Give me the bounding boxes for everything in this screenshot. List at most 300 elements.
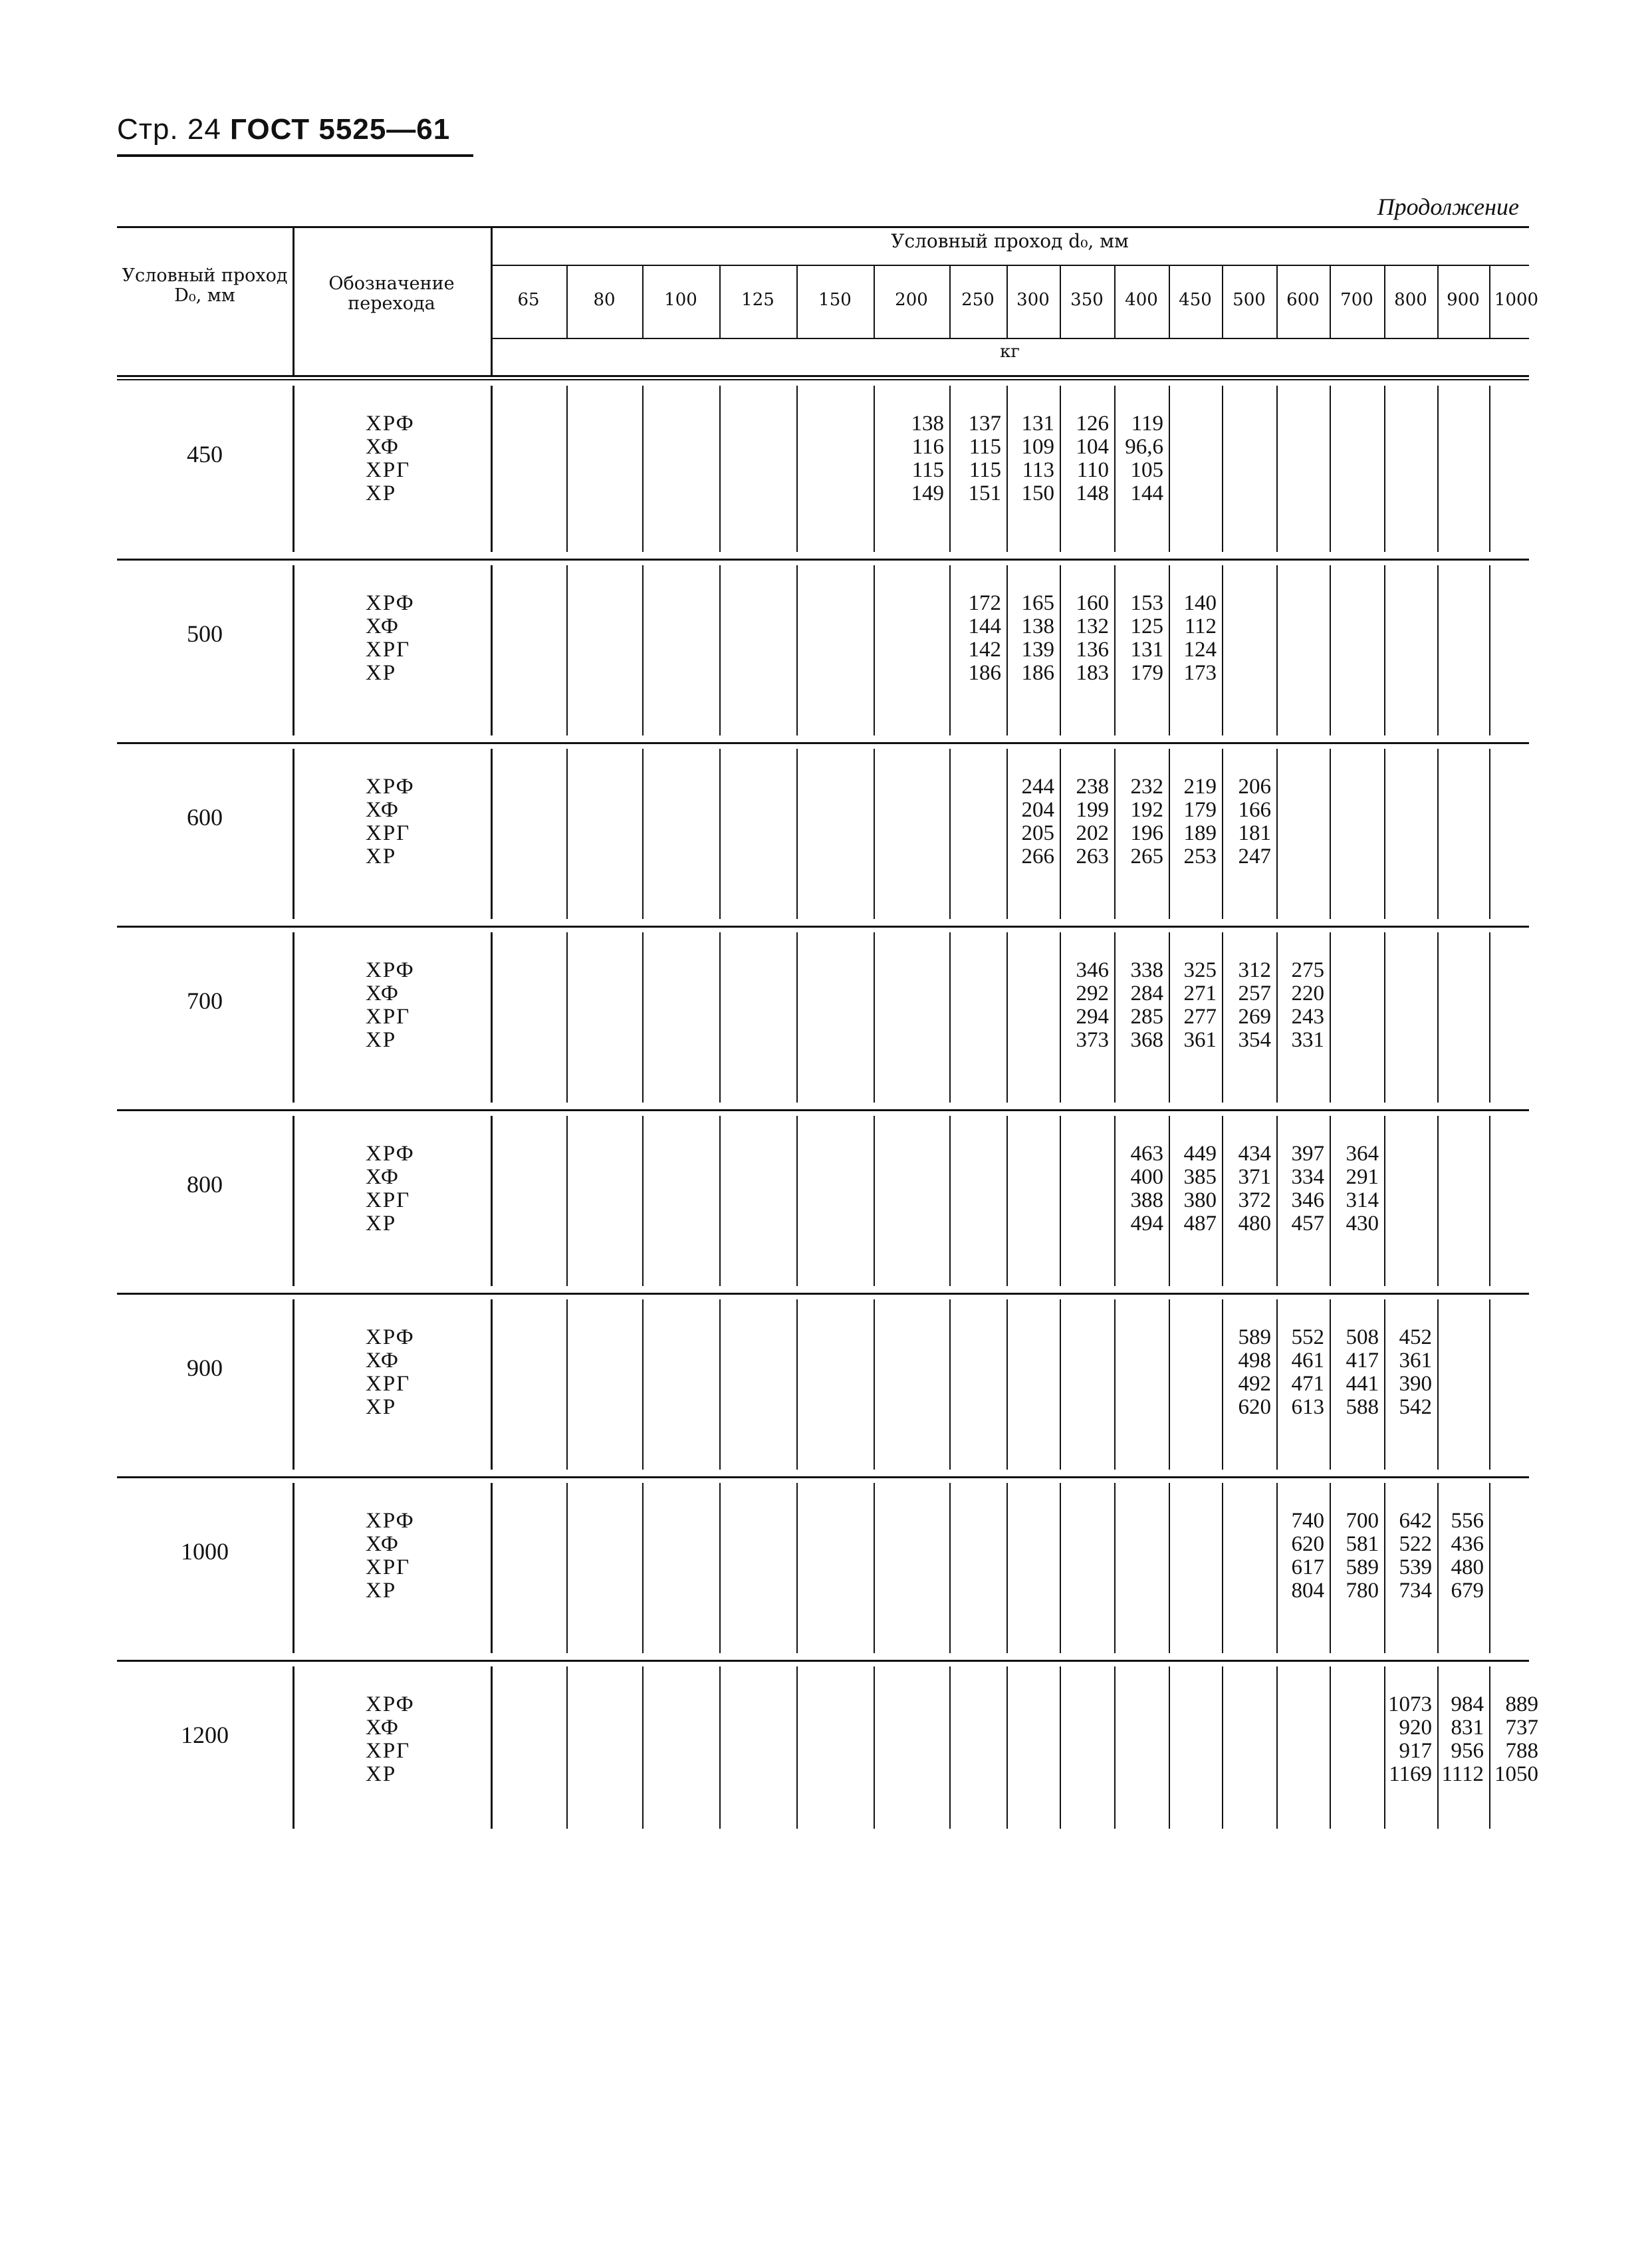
column-divider bbox=[796, 565, 798, 735]
weight-value: 105 bbox=[1130, 458, 1163, 482]
weight-value: 542 bbox=[1399, 1395, 1432, 1419]
column-divider bbox=[1330, 932, 1331, 1103]
column-divider bbox=[949, 932, 951, 1103]
column-divider bbox=[1006, 932, 1008, 1103]
weight-value: 284 bbox=[1130, 982, 1163, 1005]
weight-cell bbox=[1114, 775, 1163, 868]
column-divider bbox=[1330, 749, 1331, 919]
weight-value: 186 bbox=[968, 661, 1001, 685]
transition-code: ХРГ bbox=[366, 1739, 411, 1763]
transition-codes bbox=[366, 959, 415, 1052]
weight-value: 277 bbox=[1183, 1005, 1217, 1029]
data-column-rule bbox=[491, 386, 493, 552]
column-divider bbox=[796, 932, 798, 1103]
weight-value: 253 bbox=[1183, 845, 1217, 868]
weight-value: 1073 bbox=[1388, 1692, 1432, 1716]
column-header-100: 100 bbox=[664, 290, 697, 310]
transition-code: ХРФ bbox=[366, 412, 415, 436]
weight-cell bbox=[1006, 592, 1054, 685]
column-divider bbox=[1489, 749, 1490, 919]
column-divider bbox=[1384, 1116, 1385, 1286]
weight-cell bbox=[1276, 959, 1324, 1052]
weight-value: 397 bbox=[1291, 1142, 1324, 1166]
column-divider bbox=[1060, 1483, 1061, 1653]
weight-value: 449 bbox=[1183, 1142, 1217, 1166]
weight-cell bbox=[1114, 412, 1163, 505]
weight-value: 179 bbox=[1130, 661, 1163, 685]
column-divider bbox=[642, 1299, 644, 1470]
weight-value: 142 bbox=[968, 638, 1001, 662]
column-header-500: 500 bbox=[1233, 290, 1266, 310]
weight-value: 125 bbox=[1130, 614, 1163, 638]
column-divider bbox=[796, 1666, 798, 1829]
transition-code: ХР bbox=[366, 481, 397, 505]
weight-value: 140 bbox=[1183, 591, 1217, 615]
column-divider bbox=[949, 1116, 951, 1286]
column-divider bbox=[566, 1299, 568, 1470]
weight-value: 132 bbox=[1076, 614, 1109, 638]
code-column-rule bbox=[293, 386, 295, 552]
transition-codes bbox=[366, 1142, 415, 1236]
weight-value: 238 bbox=[1076, 775, 1109, 799]
column-divider bbox=[1437, 749, 1439, 919]
unit-label: кг bbox=[1000, 342, 1020, 362]
weight-value: 139 bbox=[1021, 638, 1054, 662]
weight-value: 294 bbox=[1076, 1005, 1109, 1029]
column-divider bbox=[1169, 1483, 1170, 1653]
code-column-rule bbox=[293, 1116, 295, 1286]
weight-cell bbox=[1330, 1142, 1379, 1236]
column-divider bbox=[719, 932, 721, 1103]
weight-value: 417 bbox=[1346, 1349, 1379, 1373]
weight-value: 457 bbox=[1291, 1212, 1324, 1236]
column-divider bbox=[566, 1116, 568, 1286]
weight-value: 434 bbox=[1238, 1142, 1271, 1166]
weight-value: 150 bbox=[1021, 481, 1054, 505]
weight-value: 436 bbox=[1451, 1532, 1484, 1556]
weight-value: 552 bbox=[1291, 1325, 1324, 1349]
column-divider bbox=[1330, 1666, 1331, 1829]
weight-value: 589 bbox=[1238, 1325, 1271, 1349]
column-divider bbox=[642, 386, 644, 552]
weight-value: 116 bbox=[911, 435, 944, 459]
column-divider bbox=[1330, 565, 1331, 735]
column-divider bbox=[796, 1116, 798, 1286]
weight-value: 144 bbox=[1130, 481, 1163, 505]
weight-value: 138 bbox=[1021, 614, 1054, 638]
weight-cell bbox=[949, 412, 1001, 505]
weight-value: 131 bbox=[1021, 412, 1054, 436]
weight-cell bbox=[1384, 1326, 1432, 1419]
weight-value: 589 bbox=[1346, 1555, 1379, 1579]
weight-value: 1112 bbox=[1441, 1762, 1484, 1786]
weight-cell bbox=[1489, 1693, 1538, 1786]
column-divider bbox=[566, 565, 568, 735]
transition-codes bbox=[366, 775, 415, 868]
weight-value: 312 bbox=[1238, 958, 1271, 982]
column-divider bbox=[642, 565, 644, 735]
column-divider bbox=[719, 749, 721, 919]
weight-cell bbox=[1330, 1326, 1379, 1419]
weight-value: 372 bbox=[1238, 1188, 1271, 1212]
column-divider bbox=[1489, 1299, 1490, 1470]
weight-value: 196 bbox=[1130, 821, 1163, 845]
weight-value: 104 bbox=[1076, 435, 1109, 459]
weight-value: 263 bbox=[1076, 845, 1109, 868]
column-header-65: 65 bbox=[517, 290, 540, 310]
column-divider bbox=[796, 749, 798, 919]
page-number: Стр. 24 bbox=[117, 113, 221, 146]
transition-codes bbox=[366, 412, 415, 505]
row-label-1000: 1000 bbox=[181, 1538, 229, 1565]
weight-value: 271 bbox=[1183, 982, 1217, 1005]
weight-cell bbox=[1222, 959, 1271, 1052]
header-bottom-rule bbox=[117, 375, 1529, 377]
column-divider bbox=[1006, 1299, 1008, 1470]
weight-value: 380 bbox=[1183, 1188, 1217, 1212]
column-header-400: 400 bbox=[1125, 290, 1158, 310]
column-divider bbox=[1222, 1483, 1223, 1653]
weight-value: 388 bbox=[1130, 1188, 1163, 1212]
column-divider bbox=[719, 565, 721, 735]
weight-value: 480 bbox=[1451, 1555, 1484, 1579]
column-divider bbox=[874, 1483, 875, 1653]
weight-value: 1050 bbox=[1494, 1762, 1538, 1786]
weight-value: 202 bbox=[1076, 821, 1109, 845]
weight-cell bbox=[1276, 1326, 1324, 1419]
transition-code: ХФ bbox=[366, 1716, 400, 1740]
column-divider bbox=[1276, 565, 1278, 735]
column-header-300: 300 bbox=[1016, 290, 1050, 310]
column-divider bbox=[719, 386, 721, 552]
weight-cell bbox=[1114, 959, 1163, 1052]
weight-value: 917 bbox=[1399, 1739, 1432, 1763]
weight-value: 110 bbox=[1076, 458, 1109, 482]
weight-value: 737 bbox=[1505, 1716, 1538, 1740]
weight-cell bbox=[1006, 775, 1054, 868]
column-divider bbox=[1060, 1666, 1061, 1829]
weight-value: 452 bbox=[1399, 1325, 1432, 1349]
weight-cell bbox=[1437, 1510, 1484, 1603]
column-divider bbox=[1489, 386, 1490, 552]
column-divider bbox=[949, 1666, 951, 1829]
weight-value: 136 bbox=[1076, 638, 1109, 662]
data-column-rule bbox=[491, 932, 493, 1103]
weight-value: 463 bbox=[1130, 1142, 1163, 1166]
transition-code: ХР bbox=[366, 1579, 397, 1603]
weight-value: 385 bbox=[1183, 1165, 1217, 1189]
weight-value: 780 bbox=[1346, 1579, 1379, 1603]
row-label-450: 450 bbox=[187, 441, 223, 467]
column-divider bbox=[1384, 749, 1385, 919]
weight-cell bbox=[1222, 1142, 1271, 1236]
column-divider bbox=[719, 1299, 721, 1470]
code-column-rule bbox=[293, 1299, 295, 1470]
weight-value: 498 bbox=[1238, 1349, 1271, 1373]
column-divider bbox=[1222, 565, 1223, 735]
transition-code: ХРГ bbox=[366, 821, 411, 845]
weight-cell bbox=[1437, 1693, 1484, 1786]
column-divider bbox=[1437, 386, 1439, 552]
column-header-80: 80 bbox=[593, 290, 616, 310]
weight-value: 361 bbox=[1399, 1349, 1432, 1373]
weight-value: 179 bbox=[1183, 798, 1217, 822]
code-column-rule bbox=[293, 932, 295, 1103]
transition-code: ХРГ bbox=[366, 1372, 411, 1396]
transition-code: ХФ bbox=[366, 982, 400, 1005]
weight-value: 984 bbox=[1451, 1692, 1484, 1716]
weight-cell bbox=[874, 412, 944, 505]
column-header-250: 250 bbox=[961, 290, 995, 310]
weight-value: 119 bbox=[1131, 412, 1163, 436]
weight-cell bbox=[1060, 959, 1109, 1052]
weight-value: 291 bbox=[1346, 1165, 1379, 1189]
weight-cell bbox=[1060, 412, 1109, 505]
weight-value: 96,6 bbox=[1125, 435, 1163, 459]
row-label-800: 800 bbox=[187, 1171, 223, 1198]
weight-cell bbox=[1060, 592, 1109, 685]
transition-code: ХРФ bbox=[366, 775, 415, 799]
weight-value: 1169 bbox=[1389, 1762, 1432, 1786]
standard-number: ГОСТ 5525—61 bbox=[230, 113, 451, 146]
column-divider bbox=[1006, 1666, 1008, 1829]
column-header-450: 450 bbox=[1179, 290, 1212, 310]
column-divider bbox=[874, 1299, 875, 1470]
column-divider bbox=[796, 386, 798, 552]
transition-code: ХРГ bbox=[366, 1555, 411, 1579]
column-divider bbox=[566, 1666, 568, 1829]
column-divider bbox=[874, 565, 875, 735]
weight-cell bbox=[1384, 1510, 1432, 1603]
data-column-rule bbox=[491, 1116, 493, 1286]
weight-value: 788 bbox=[1505, 1739, 1538, 1763]
column-divider bbox=[719, 1483, 721, 1653]
weight-value: 151 bbox=[968, 481, 1001, 505]
column-divider bbox=[566, 386, 568, 552]
column-divider bbox=[566, 1483, 568, 1653]
row-separator bbox=[117, 926, 1529, 928]
weight-value: 314 bbox=[1346, 1188, 1379, 1212]
weight-value: 138 bbox=[911, 412, 944, 436]
weight-value: 160 bbox=[1076, 591, 1109, 615]
column-divider bbox=[796, 1299, 798, 1470]
weight-value: 265 bbox=[1130, 845, 1163, 868]
column-divider bbox=[1114, 1483, 1116, 1653]
row-separator bbox=[117, 1476, 1529, 1478]
weight-cell bbox=[1330, 1510, 1379, 1603]
column-divider bbox=[949, 749, 951, 919]
transition-code: ХРФ bbox=[366, 1692, 415, 1716]
column-divider bbox=[1384, 932, 1385, 1103]
weight-value: 219 bbox=[1183, 775, 1217, 799]
row-label-600: 600 bbox=[187, 804, 223, 831]
row-label-1200: 1200 bbox=[181, 1722, 229, 1748]
column-divider bbox=[1222, 1666, 1223, 1829]
transition-code: ХФ bbox=[366, 1349, 400, 1373]
column-divider bbox=[1006, 1483, 1008, 1653]
column-divider bbox=[874, 932, 875, 1103]
weight-value: 620 bbox=[1238, 1395, 1271, 1419]
weight-value: 400 bbox=[1130, 1165, 1163, 1189]
weight-value: 269 bbox=[1238, 1005, 1271, 1029]
transition-code: ХР bbox=[366, 661, 397, 685]
column-divider bbox=[874, 749, 875, 919]
transition-code: ХР bbox=[366, 1395, 397, 1419]
weight-value: 368 bbox=[1130, 1028, 1163, 1052]
weight-value: 740 bbox=[1291, 1509, 1324, 1533]
column-divider bbox=[1489, 932, 1490, 1103]
column-divider bbox=[1060, 1116, 1061, 1286]
weight-value: 172 bbox=[968, 591, 1001, 615]
weight-cell bbox=[1169, 1142, 1217, 1236]
column-header-1000: 1000 bbox=[1494, 290, 1539, 310]
weight-cell bbox=[1169, 592, 1217, 685]
weight-cell bbox=[1006, 412, 1054, 505]
weight-value: 189 bbox=[1183, 821, 1217, 845]
column-divider bbox=[642, 1483, 644, 1653]
data-column-rule bbox=[491, 1483, 493, 1653]
transition-code: ХРФ bbox=[366, 1509, 415, 1533]
weight-value: 346 bbox=[1291, 1188, 1324, 1212]
transition-code: ХРГ bbox=[366, 458, 411, 482]
row-label-900: 900 bbox=[187, 1355, 223, 1381]
column-divider bbox=[642, 1116, 644, 1286]
column-divider bbox=[1114, 1666, 1116, 1829]
column-divider bbox=[1437, 1299, 1439, 1470]
weight-value: 166 bbox=[1238, 798, 1271, 822]
weight-value: 461 bbox=[1291, 1349, 1324, 1373]
weight-value: 257 bbox=[1238, 982, 1271, 1005]
column-header-350: 350 bbox=[1070, 290, 1104, 310]
weight-value: 244 bbox=[1021, 775, 1054, 799]
weight-value: 109 bbox=[1021, 435, 1054, 459]
weight-value: 734 bbox=[1399, 1579, 1432, 1603]
weight-value: 364 bbox=[1346, 1142, 1379, 1166]
column-divider bbox=[949, 1299, 951, 1470]
weight-value: 199 bbox=[1076, 798, 1109, 822]
weight-value: 334 bbox=[1291, 1165, 1324, 1189]
transition-code: ХРГ bbox=[366, 1188, 411, 1212]
weight-cell bbox=[1222, 1326, 1271, 1419]
transition-code: ХРФ bbox=[366, 958, 415, 982]
weight-value: 492 bbox=[1238, 1372, 1271, 1396]
weight-cell bbox=[1060, 775, 1109, 868]
column-header-700: 700 bbox=[1340, 290, 1373, 310]
column-divider bbox=[566, 749, 568, 919]
weight-value: 804 bbox=[1291, 1579, 1324, 1603]
column-divider bbox=[1330, 386, 1331, 552]
weight-value: 144 bbox=[968, 614, 1001, 638]
code-column-rule bbox=[293, 1666, 295, 1829]
weight-cell bbox=[1169, 959, 1217, 1052]
weight-value: 285 bbox=[1130, 1005, 1163, 1029]
weight-cell bbox=[1169, 775, 1217, 868]
weight-value: 346 bbox=[1076, 958, 1109, 982]
column-divider bbox=[874, 1116, 875, 1286]
weight-value: 679 bbox=[1451, 1579, 1484, 1603]
transition-code: ХРГ bbox=[366, 638, 411, 662]
transition-code: ХРФ bbox=[366, 1142, 415, 1166]
weight-value: 700 bbox=[1346, 1509, 1379, 1533]
column-divider bbox=[642, 749, 644, 919]
column-header-rule bbox=[491, 338, 1529, 339]
column-divider bbox=[1437, 932, 1439, 1103]
weight-value: 522 bbox=[1399, 1532, 1432, 1556]
column-divider bbox=[642, 932, 644, 1103]
weight-value: 920 bbox=[1399, 1716, 1432, 1740]
table-top-rule bbox=[117, 226, 1529, 228]
column-header-800: 800 bbox=[1394, 290, 1427, 310]
transition-code: ХФ bbox=[366, 1532, 400, 1556]
row-separator bbox=[117, 1660, 1529, 1662]
weight-value: 508 bbox=[1346, 1325, 1379, 1349]
weight-value: 620 bbox=[1291, 1532, 1324, 1556]
weight-value: 243 bbox=[1291, 1005, 1324, 1029]
column-divider bbox=[1489, 565, 1490, 735]
transition-codes bbox=[366, 1693, 415, 1786]
weight-value: 480 bbox=[1238, 1212, 1271, 1236]
weight-value: 186 bbox=[1021, 661, 1054, 685]
column-divider bbox=[1489, 1116, 1490, 1286]
row-label-500: 500 bbox=[187, 620, 223, 647]
transition-code: ХР bbox=[366, 1028, 397, 1052]
transition-code: ХФ bbox=[366, 614, 400, 638]
group-header-label: Условный проход d₀, мм bbox=[891, 230, 1129, 252]
column-divider bbox=[1276, 749, 1278, 919]
column-divider bbox=[566, 932, 568, 1103]
weight-value: 556 bbox=[1451, 1509, 1484, 1533]
weight-cell bbox=[1276, 1142, 1324, 1236]
weight-value: 165 bbox=[1021, 591, 1054, 615]
code-column-rule bbox=[293, 1483, 295, 1653]
column-divider bbox=[719, 1116, 721, 1286]
column-divider bbox=[1437, 1116, 1439, 1286]
transition-codes bbox=[366, 1510, 415, 1603]
weight-value: 126 bbox=[1076, 412, 1109, 436]
weight-value: 642 bbox=[1399, 1509, 1432, 1533]
transition-code: ХФ bbox=[366, 1165, 400, 1189]
column-divider bbox=[1006, 1116, 1008, 1286]
column-divider bbox=[1169, 386, 1170, 552]
weight-value: 205 bbox=[1021, 821, 1054, 845]
weight-value: 220 bbox=[1291, 982, 1324, 1005]
row-separator bbox=[117, 742, 1529, 744]
weight-value: 232 bbox=[1130, 775, 1163, 799]
weight-value: 588 bbox=[1346, 1395, 1379, 1419]
code-column-rule bbox=[293, 565, 295, 735]
column-divider bbox=[1169, 1299, 1170, 1470]
weight-value: 131 bbox=[1130, 638, 1163, 662]
data-column-rule bbox=[491, 565, 493, 735]
header-bottom-rule-2 bbox=[117, 379, 1529, 380]
weight-value: 441 bbox=[1346, 1372, 1379, 1396]
row-separator bbox=[117, 1109, 1529, 1111]
weight-value: 192 bbox=[1130, 798, 1163, 822]
weight-value: 613 bbox=[1291, 1395, 1324, 1419]
weight-value: 149 bbox=[911, 481, 944, 505]
weight-cell bbox=[1222, 775, 1271, 868]
transition-code: ХФ bbox=[366, 798, 400, 822]
weight-value: 275 bbox=[1291, 958, 1324, 982]
weight-value: 115 bbox=[911, 458, 944, 482]
weight-value: 183 bbox=[1076, 661, 1109, 685]
column-header-125: 125 bbox=[741, 290, 774, 310]
weight-value: 292 bbox=[1076, 982, 1109, 1005]
column-divider bbox=[874, 1666, 875, 1829]
weight-value: 331 bbox=[1291, 1028, 1324, 1052]
column-divider bbox=[719, 1666, 721, 1829]
weight-value: 889 bbox=[1505, 1692, 1538, 1716]
